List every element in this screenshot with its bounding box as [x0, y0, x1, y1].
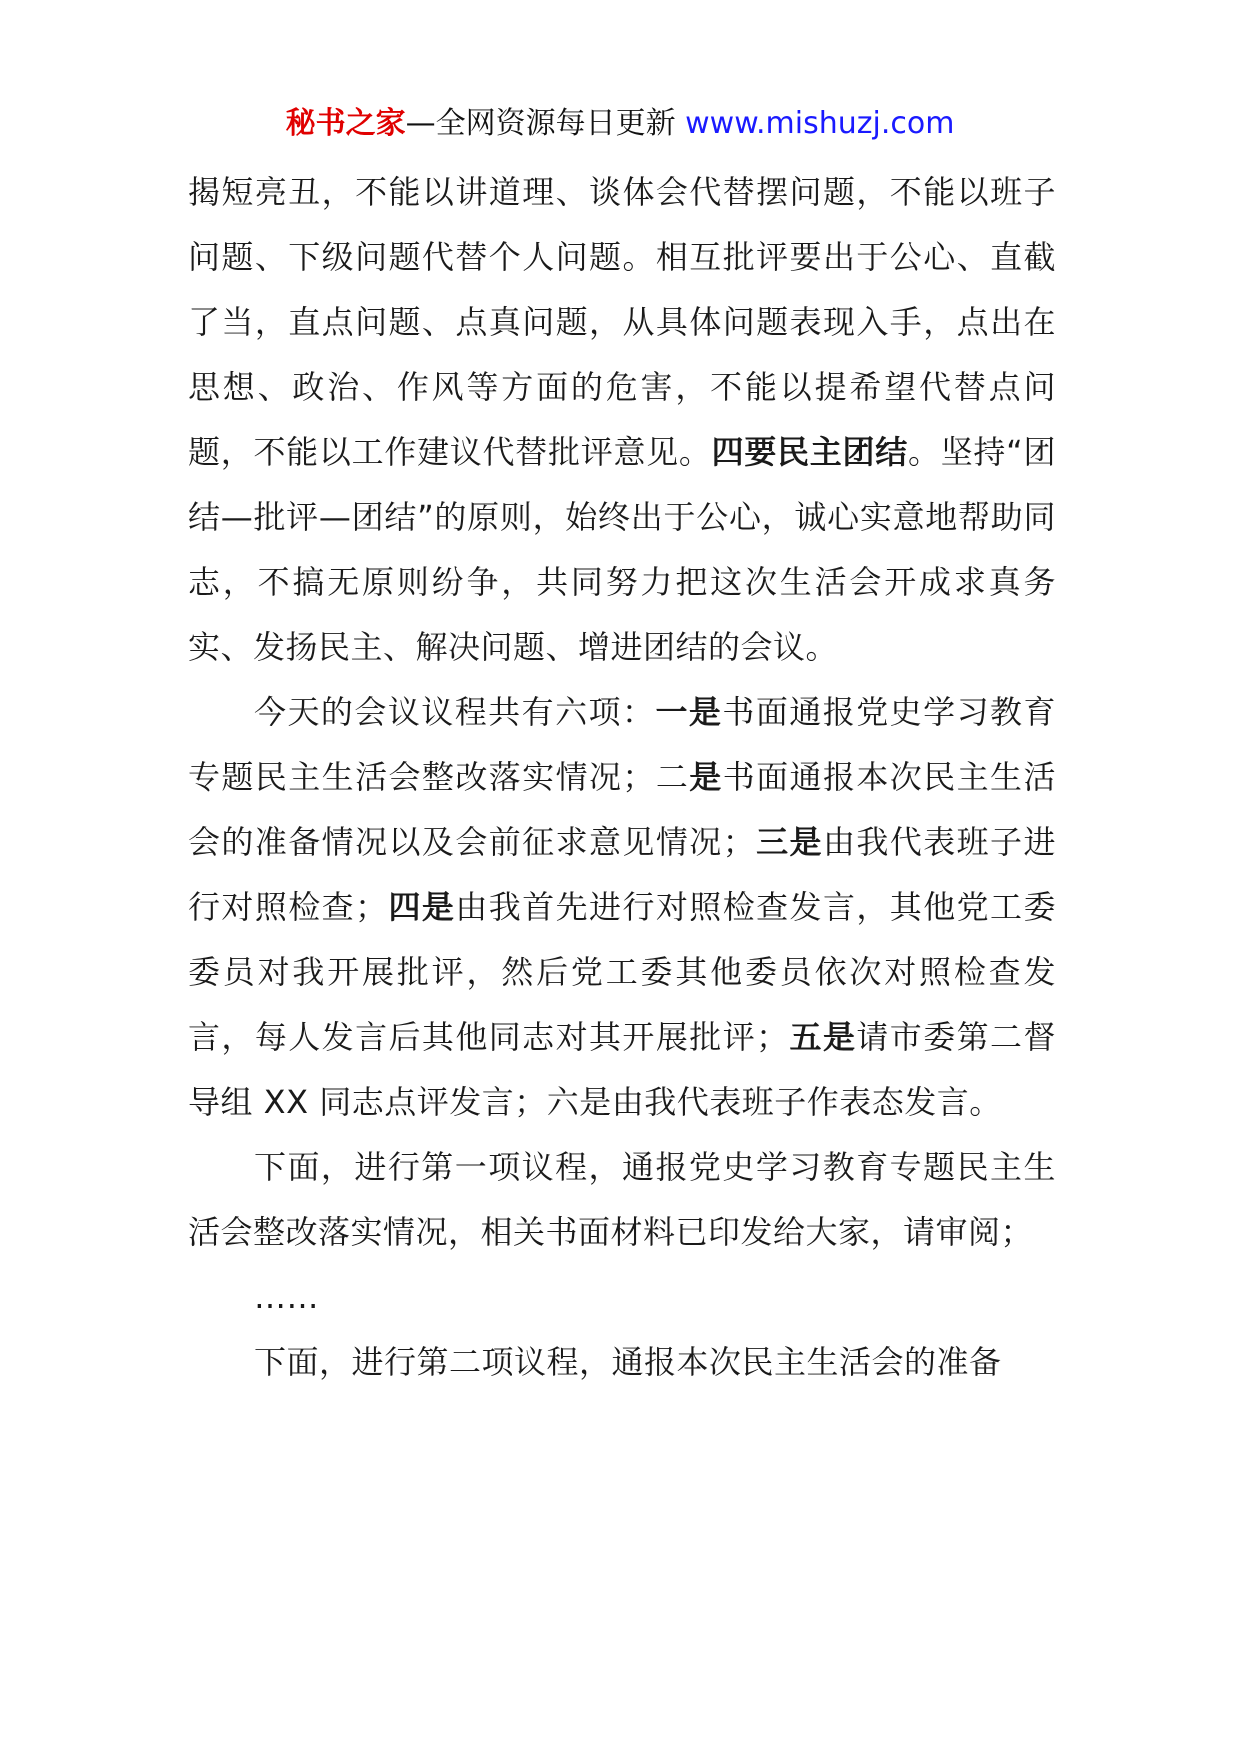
bold-text-run: 五是: [788, 1018, 857, 1056]
text-run: 请市委第二督导组 XX 同志点评发言；六是由我代表班子作表态发言。: [188, 1018, 1056, 1121]
bold-text-run: 四是: [387, 888, 456, 926]
bold-text-run: 是: [689, 758, 723, 796]
text-run: ……: [254, 1278, 319, 1316]
paragraph-1: [188, 160, 1056, 680]
page-header: [0, 102, 1240, 146]
text-run: 书面通报党史学习教育专题民主生活会整改落实情况；二: [188, 693, 1056, 796]
text-run: 下面，进行第一项议程，通报党史学习教育专题民主生活会整改落实情况，相关书面材料已印发给大家，请审阅；: [188, 1148, 1056, 1251]
bold-text-run: 一是: [655, 693, 723, 731]
paragraph-4: [188, 1265, 1056, 1330]
text-run: 。坚持“团结—批评—团结”的原则，始终出于公心，诚心实意地帮助同志，不搞无原则纷争，共同努力把这次生活会开成求真务实、发扬民主、解决问题、增进团结的会议。: [188, 433, 1056, 666]
text-run: 由我首先进行对照检查发言，其他党工委委员对我开展批评，然后党工委其他委员依次对照检查发言，每人发言后其他同志对其开展批评；: [188, 888, 1056, 1056]
text-run: 由我代表班子进行对照检查；: [188, 823, 1056, 926]
brand-name: 秘书之家: [285, 106, 406, 141]
document-body: [188, 160, 1056, 1395]
paragraph-5: [188, 1330, 1056, 1395]
text-run: 揭短亮丑，不能以讲道理、谈体会代替摆问题，不能以班子问题、下级问题代替个人问题。相互批评要出于公心、直截了当，直点问题、点真问题，从具体问题表现入手，点出在思想、政治、作风等方面的危害，不能以提希望代替点问题，不能以工作建议代替批评意见。: [188, 173, 1056, 471]
text-run: 下面，进行第二项议程，通报本次民主生活会的准备: [254, 1343, 1002, 1381]
header-tagline: —全网资源每日更新: [405, 106, 686, 141]
bold-text-run: 四要民主团结: [711, 433, 908, 471]
paragraph-2: [188, 680, 1056, 1135]
bold-text-run: 三是: [755, 823, 823, 861]
header-url-link[interactable]: www.mishuzj.com: [685, 106, 955, 141]
text-run: 今天的会议议程共有六项：: [254, 693, 656, 731]
paragraph-3: [188, 1135, 1056, 1265]
text-run: 书面通报本次民主生活会的准备情况以及会前征求意见情况；: [188, 758, 1056, 861]
